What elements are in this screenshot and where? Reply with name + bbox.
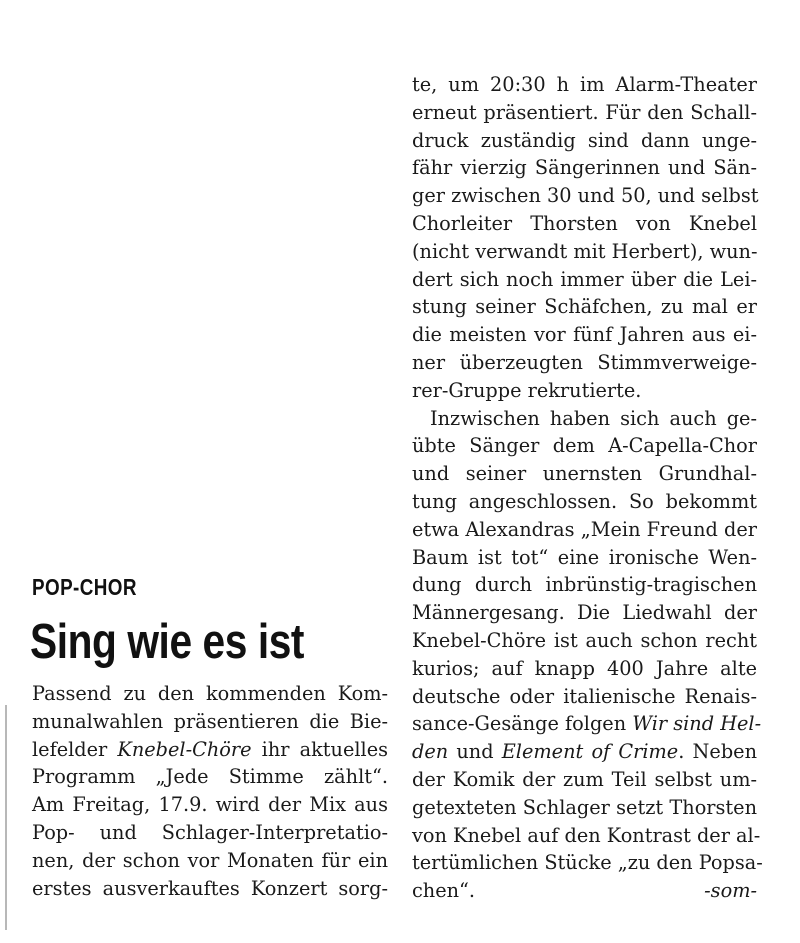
text-line: munalwahlen präsentieren die Bie- [32, 709, 388, 733]
article-kicker: POP-CHOR [32, 574, 137, 600]
text-line: fähr vierzig Sängerinnen und Sän- [412, 156, 757, 180]
text-fragment: lefelder [32, 737, 118, 761]
text-line: Programm „Jede Stimme zählt“. [32, 765, 388, 789]
text-line: te, um 20:30 h im Alarm-Theater [412, 73, 757, 96]
text-line: Chorleiter Thorsten von Knebel [412, 211, 757, 235]
band-name-italic: Wir sind Hel- [632, 712, 762, 736]
text-line: die meisten vor fünf Jahren aus ei- [412, 323, 757, 347]
text-line [412, 738, 757, 766]
text-line: ger zwischen 30 und 50, und selbst [412, 184, 759, 208]
text-line [32, 736, 388, 764]
text-line: Inzwischen haben sich auch ge- [430, 406, 757, 430]
text-line: druck zuständig sind dann unge- [412, 128, 757, 152]
band-name-italic: den [412, 740, 449, 764]
text-fragment: sance-Gesänge folgen [412, 712, 633, 736]
text-line: deutsche oder italienische Renais- [412, 684, 757, 708]
text-line: von Knebel auf den Kontrast der al- [412, 823, 761, 847]
text-line: der Komik der zum Teil selbst um- [412, 767, 757, 791]
text-line: Knebel-Chöre ist auch schon recht [412, 628, 757, 652]
text-line: und seiner unernsten Grundhal- [412, 462, 757, 486]
choir-name-italic: Knebel-Chöre [117, 737, 252, 761]
text-line: kurios; auf knapp 400 Jahre alte [412, 656, 757, 680]
page-edge-mark [5, 705, 7, 930]
article-column-right [412, 71, 763, 905]
text-fragment: . Neben [678, 740, 757, 764]
text-line: erstes ausverkauftes Konzert sorg- [32, 876, 388, 900]
band-name-italic: Element of Crime [501, 740, 679, 764]
text-line: Passend zu den kommenden Kom- [32, 682, 388, 705]
text-line: tung angeschlossen. So bekommt [412, 489, 757, 513]
text-line: Am Freitag, 17.9. wird der Mix aus [32, 793, 388, 817]
text-line: rer-Gruppe rekrutierte. [412, 378, 642, 402]
article-column-left [32, 680, 388, 902]
text-line: Männergesang. Die Liedwahl der [412, 601, 757, 625]
text-line: getexteten Schlager setzt Thorsten [412, 795, 757, 819]
article-headline: Sing wie es ist [30, 615, 305, 669]
text-line [412, 877, 757, 905]
text-line [412, 710, 762, 738]
text-line: dert sich noch immer über die Lei- [412, 267, 757, 291]
text-line: Baum ist tot“ eine ironische Wen- [412, 545, 757, 569]
text-line: (nicht verwandt mit Herbert), wun- [412, 239, 758, 263]
text-fragment: und [448, 740, 502, 764]
text-line: ner überzeugten Stimmverweige- [412, 350, 757, 374]
text-line: stung seiner Schäfchen, zu mal er [412, 295, 757, 319]
text-line: übte Sänger dem A-Capella-Chor [412, 434, 757, 458]
text-fragment: ihr aktuelles [251, 737, 388, 761]
text-line: nen, der schon vor Monaten für ein [32, 848, 388, 872]
text-fragment: chen“. [412, 879, 476, 903]
text-line: dung durch inbrünstig-tragischen [412, 573, 757, 597]
author-signature: -som- [704, 879, 757, 903]
text-line: Pop- und Schlager-Interpretatio- [32, 820, 388, 844]
text-line: etwa Alexandras „Mein Freund der [412, 517, 757, 541]
text-line: tertümlichen Stücke „zu den Popsa- [412, 851, 763, 875]
text-line: erneut präsentiert. Für den Schall- [412, 100, 757, 124]
